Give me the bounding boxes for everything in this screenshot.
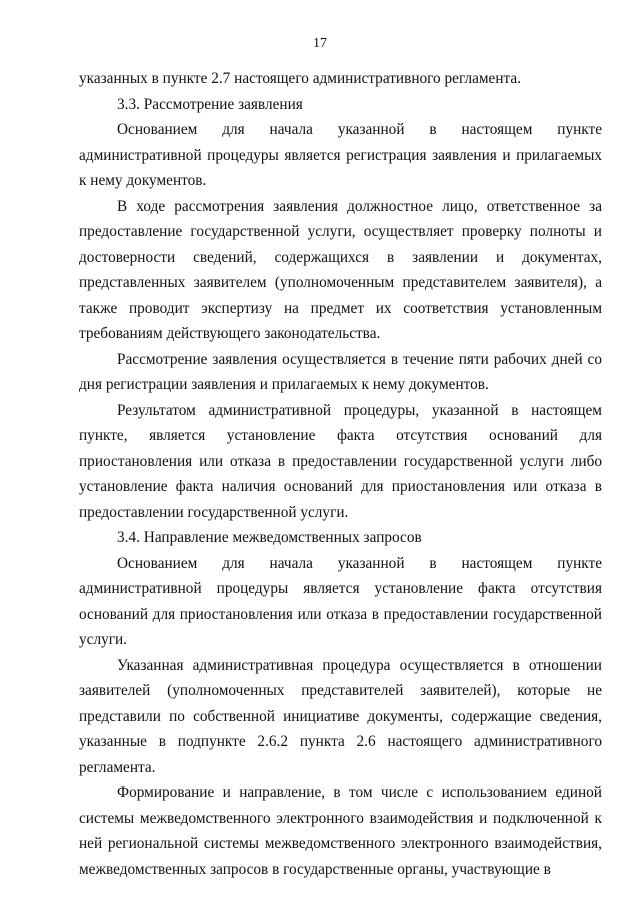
paragraph: Формирование и направление, в том числе с использованием единой системы межведомственного электронного взаимодействия и подключенной к ней региональной системы межведомственного электронного взаимодействия, межведомственных запросов в государственные органы, участвующие в: [79, 784, 602, 878]
paragraph: Указанная административная процедура осуществляется в отношении заявителей (уполномоченных представителей заявителей), которые не представили по собственной инициативе документы, содержащие сведения, указанные в подпункте 2.6.2 пункта 2.6 настоящего административного регламента.: [79, 656, 602, 776]
section-heading-3-4: 3.4. Направление межведомственных запросов: [117, 529, 422, 546]
page-number: 17: [313, 36, 327, 51]
paragraph: Основанием для начала указанной в настоящем пункте административной процедуры является регистрация заявления и прилагаемых к нему документов.: [79, 121, 602, 189]
paragraph-continuation: указанных в пункте 2.7 настоящего административного регламента.: [79, 70, 522, 87]
paragraph: Основанием для начала указанной в настоящем пункте административной процедуры является установление факта отсутствия оснований для приостановления или отказа в предоставлении государственной услуги.: [79, 554, 602, 648]
paragraph: Результатом административной процедуры, указанной в настоящем пункте, является установление факта отсутствия оснований для приостановления или отказа в предоставлении государственной услуги либо установление факта наличия оснований для приостановления или отказа в предоставлении государственной услуги.: [79, 401, 602, 521]
paragraph: Рассмотрение заявления осуществляется в течение пяти рабочих дней со дня регистрации заявления и прилагаемых к нему документов.: [79, 350, 602, 393]
section-heading-3-3: 3.3. Рассмотрение заявления: [117, 95, 303, 113]
document-body: [79, 66, 602, 882]
paragraph: В ходе рассмотрения заявления должностное лицо, ответственное за предоставление государственной услуги, осуществляет проверку полноты и достоверности сведений, содержащихся в заявлении и документах, представленных заявителем (уполномоченным представителем заявителя), а также проводит экспертизу на предмет их соответствия установленным требованиям действующего законодательства.: [79, 197, 602, 342]
